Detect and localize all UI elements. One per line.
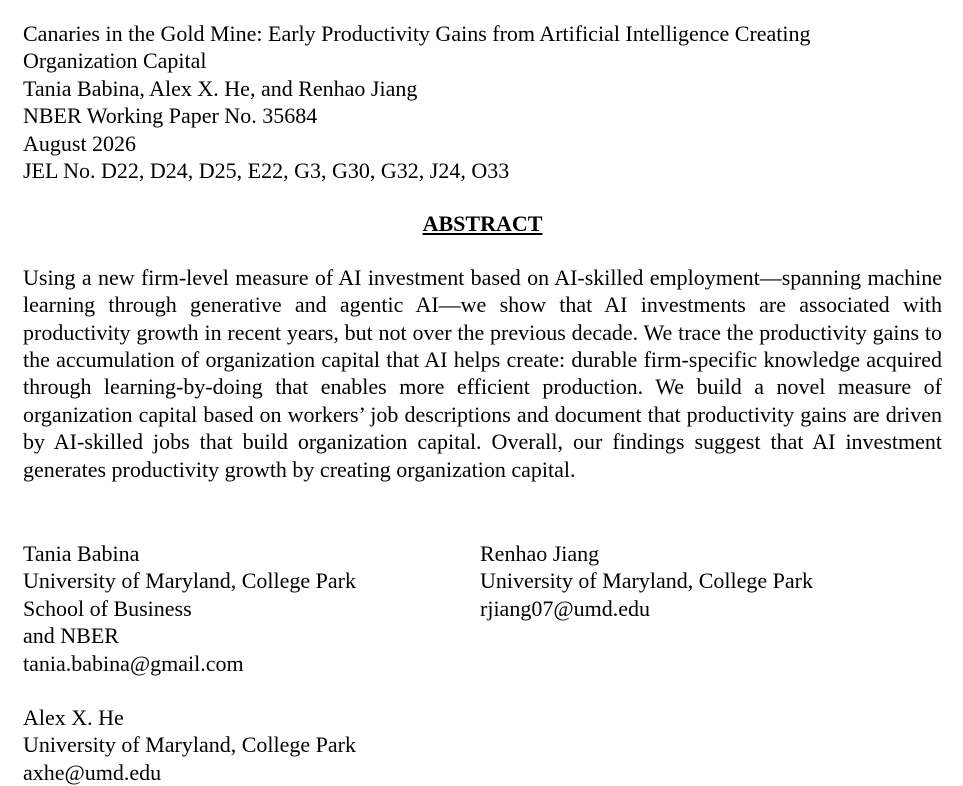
paper-series: NBER Working Paper No. 35684: [23, 103, 318, 129]
paper-authors: Tania Babina, Alex X. He, and Renhao Jiang: [23, 75, 418, 101]
author-contact-he: [23, 704, 356, 786]
author-affiliation: School of Business: [23, 595, 192, 621]
paper-jel-codes: JEL No. D22, D24, D25, E22, G3, G30, G32, J24, O33: [23, 158, 510, 184]
author-contact-jiang: [480, 540, 813, 622]
paper-title-line-2: Organization Capital: [23, 48, 207, 74]
author-name: Alex X. He: [23, 705, 124, 730]
paper-date: August 2026: [23, 130, 137, 156]
author-affiliation: and NBER: [23, 623, 119, 649]
author-name: Renhao Jiang: [480, 541, 600, 566]
author-contact-babina: [23, 540, 356, 677]
paper-title-line-1: Canaries in the Gold Mine: Early Productivity Gains from Artificial Intelligence Creating: [23, 21, 811, 46]
author-name: Tania Babina: [23, 541, 140, 566]
author-affiliation: University of Maryland, College Park: [480, 568, 813, 594]
abstract-heading: ABSTRACT: [422, 211, 543, 237]
author-affiliation: University of Maryland, College Park: [23, 732, 356, 758]
author-email: tania.babina@gmail.com: [23, 650, 244, 676]
author-affiliation: University of Maryland, College Park: [23, 568, 356, 594]
abstract-body: Using a new firm-level measure of AI investment based on AI-skilled employment—spanning machine learning through generative and agentic AI—we show that AI investments are associated with productivity growth in recent years, but not over the previous decade. We trace the productivity gains to the accumulation of organization capital that AI helps create: durable firm-specific knowledge acquired through learning-by-doing that enables more efficient production. We build a novel measure of organization capital based on workers’ job descriptions and document that productivity gains are driven by AI-skilled jobs that build organization capital. Overall, our findings suggest that AI investment generates productivity growth by creating organization capital.: [23, 264, 942, 482]
paper-page: [23, 20, 942, 785]
author-email: axhe@umd.edu: [23, 759, 162, 785]
author-email: rjiang07@umd.edu: [480, 595, 650, 621]
